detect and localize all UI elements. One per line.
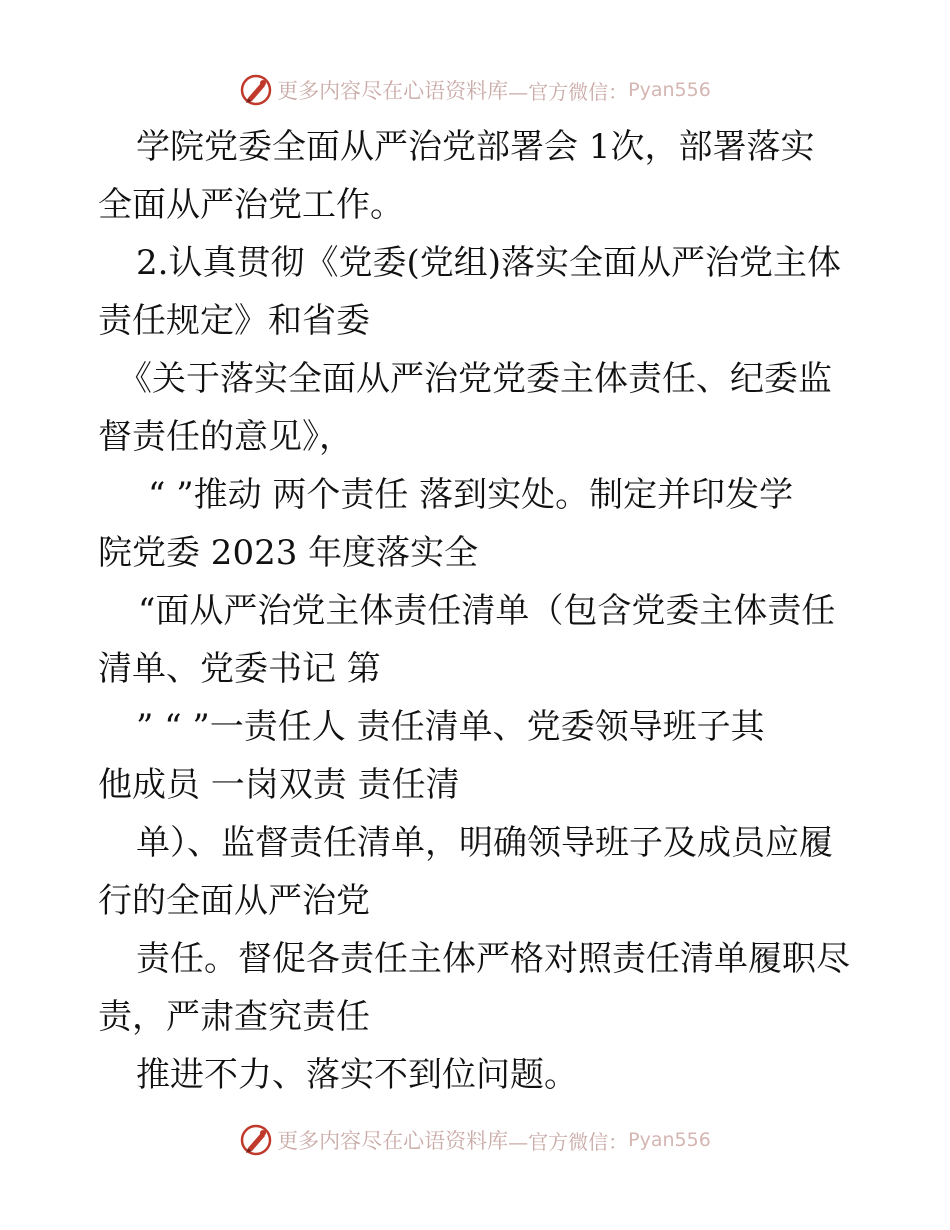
text-line: 2.认真贯彻《党委(党组)落实全面从严治党主体 [136,243,841,283]
text-line: “面从严治党主体责任清单（包含党委主体责任 [138,591,836,631]
text-line: 全面从严治党工作。 [98,185,404,225]
text-line: 行的全面从严治党 [98,881,370,921]
text-line: 单）、监督责任清单，明确领导班子及成员应履 [136,823,833,863]
header-banner [0,70,950,110]
footer-banner [0,1120,950,1160]
text-line: 督责任的意见》， [98,417,353,457]
text-line: 院党委 2023 年度落实全 [98,533,479,573]
text-line: 学院党委全面从严治党部署会 1次，部署落实 [136,127,815,167]
header-banner-wechat: Pyan556 [628,79,711,101]
text-line: 责任规定》和省委 [98,301,370,341]
text-line: 清单、党委书记 第 [98,649,381,689]
document-body [98,118,868,1104]
text-line: 《关于落实全面从严治党党委主体责任、纪委监 [118,359,832,399]
header-banner-separator: —官方微信： [508,79,629,104]
text-line: 责任。督促各责任主体严格对照责任清单履职尽 [136,939,850,979]
text-line: 他成员 一岗双责 责任清 [98,765,460,805]
text-line: “ ”推动 两个责任 落到实处。制定并印发学 [148,475,794,515]
footer-banner-separator: —官方微信： [508,1129,629,1154]
header-banner-title: 更多内容尽在心语资料库 [277,79,509,103]
text-line: 推进不力、落实不到位问题。 [136,1055,578,1095]
pen-logo-icon [239,73,273,107]
pen-logo-icon [239,1123,273,1157]
text-line: 责，严肃查究责任 [98,997,370,1037]
footer-banner-title: 更多内容尽在心语资料库 [277,1129,509,1153]
text-line: ” “ ”一责任人 责任清单、党委领导班子其 [136,707,765,747]
footer-banner-wechat: Pyan556 [628,1129,711,1151]
